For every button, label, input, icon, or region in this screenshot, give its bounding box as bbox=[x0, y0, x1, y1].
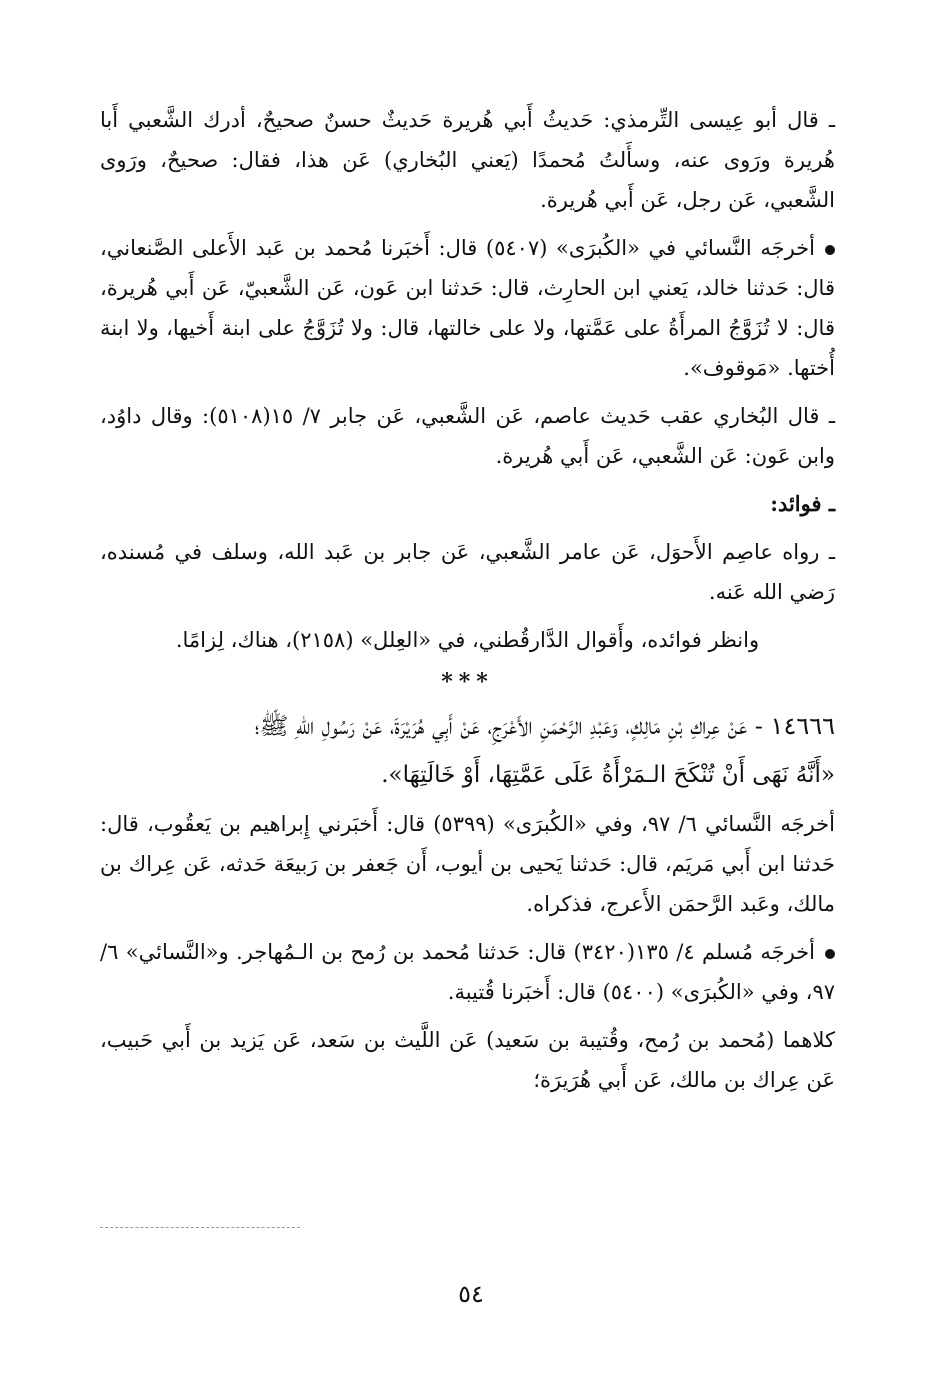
hadith-matn: «أَنَّهُ نَهَى أَنْ تُنْكَحَ الـمَرْأَةُ عَلَى عَمَّتِهَا، أَوْ خَالَتِهَا». bbox=[381, 762, 835, 788]
hadith-heading bbox=[100, 704, 835, 748]
takhrij-both: كلاهما (مُحمد بن رُمح، وقُتيبة بن سَعيد) عَن اللَّيث بن سَعد، عَن يَزيد بن أَبي حَبيب، عَن عِراك بن مالك، عَن أَبي هُرَيرَة؛ bbox=[100, 1028, 835, 1092]
takhrij-muslim bbox=[100, 932, 835, 1012]
main-text bbox=[100, 100, 835, 1108]
paragraph-tirmidhi: ـ قال أبو عِيسى التِّرمذي: حَديثُ أَبي هُريرة حَديثٌ حسنٌ صحيحٌ، أدرك الشَّعبي أَبا هُريرة ورَوى عنه، وسأَلتُ مُحمدًا (يَعني البُخاري) عَن هذا، فقال: صحيحٌ، ورَوى الشَّعبي، عَن رجل، عَن أَبي هُريرة. bbox=[100, 108, 835, 212]
bullet-icon bbox=[825, 245, 835, 255]
paragraph-nasai-text: أخرجَه النَّسائي في «الكُبرَى» (٥٤٠٧) قال: أَخبَرنا مُحمد بن عَبد الأَعلى الصَّنعاني، قال: حَدثنا خالد، يَعني ابن الحارِث، قال: حَدثنا ابن عَون، عَن الشَّعبيّ، عَن أَبي هُريرة، قال: لا تُزَوَّجُ المرأَةُ على عَمَّتها، ولا على خالتها، قال: ولا تُزَوَّجُ على ابنة أَخيها، ولا ابنة أُختها. «مَوقوف». bbox=[100, 236, 835, 380]
footnote-rule bbox=[100, 1227, 300, 1228]
hadith-isnad: - عَنْ عِراكِ بْنِ مَالِكٍ، وَعَبْدِ الرَّحْمَنِ الأَعْرَجِ، عَنْ أَبِي هُرَيْرَةَ، عَنْ رَسُولِ اللهِ ﷺ؛ bbox=[254, 712, 763, 740]
separator-stars: *** bbox=[441, 669, 494, 695]
fawaid-text: ـ رواه عاصِم الأَحوَل، عَن عامر الشَّعبي، عَن جابر بن عَبد الله، وسلف في مُسنده، رَضي الله عَنه. bbox=[100, 540, 835, 604]
page-number: ٥٤ bbox=[458, 1280, 484, 1308]
bullet-icon bbox=[825, 949, 835, 959]
see-also: وانظر فوائده، وأَقوال الدَّارقُطني، في «العِلل» (٢١٥٨)، هناك، لِزامًا. bbox=[175, 628, 760, 652]
hadith-number: ١٤٦٦٦ bbox=[770, 712, 835, 740]
fawaid-heading: ـ فوائد: bbox=[770, 491, 835, 516]
takhrij-nasai: أخرجَه النَّسائي ٦/ ٩٧، وفي «الكُبرَى» (٥٣٩٩) قال: أَخبَرني إِبراهيم بن يَعقُوب، قال: حَدثنا ابن أَبي مَريَم، قال: حَدثنا يَحيى بن أيوب، أَن جَعفر بن رَبيعَة حَدثه، عَن عِراك بن مالك، وعَبد الرَّحمَن الأَعرج، فذكراه. bbox=[100, 812, 835, 916]
takhrij-muslim-text: أخرجَه مُسلم ٤/ ١٣٥(٣٤٢٠) قال: حَدثنا مُحمد بن رُمح بن الـمُهاجر. و«النَّسائي» ٦/ ٩٧، وفي «الكُبرَى» (٥٤٠٠) قال: أَخبَرنا قُتيبة. bbox=[100, 940, 835, 1004]
paragraph-nasai bbox=[100, 228, 835, 388]
paragraph-bukhari: ـ قال البُخاري عقب حَديث عاصم، عَن الشَّعبي، عَن جابر ٧/ ١٥(٥١٠٨): وقال داوُد، وابن عَون: عَن الشَّعبي، عَن أَبي هُريرة. bbox=[100, 404, 835, 468]
